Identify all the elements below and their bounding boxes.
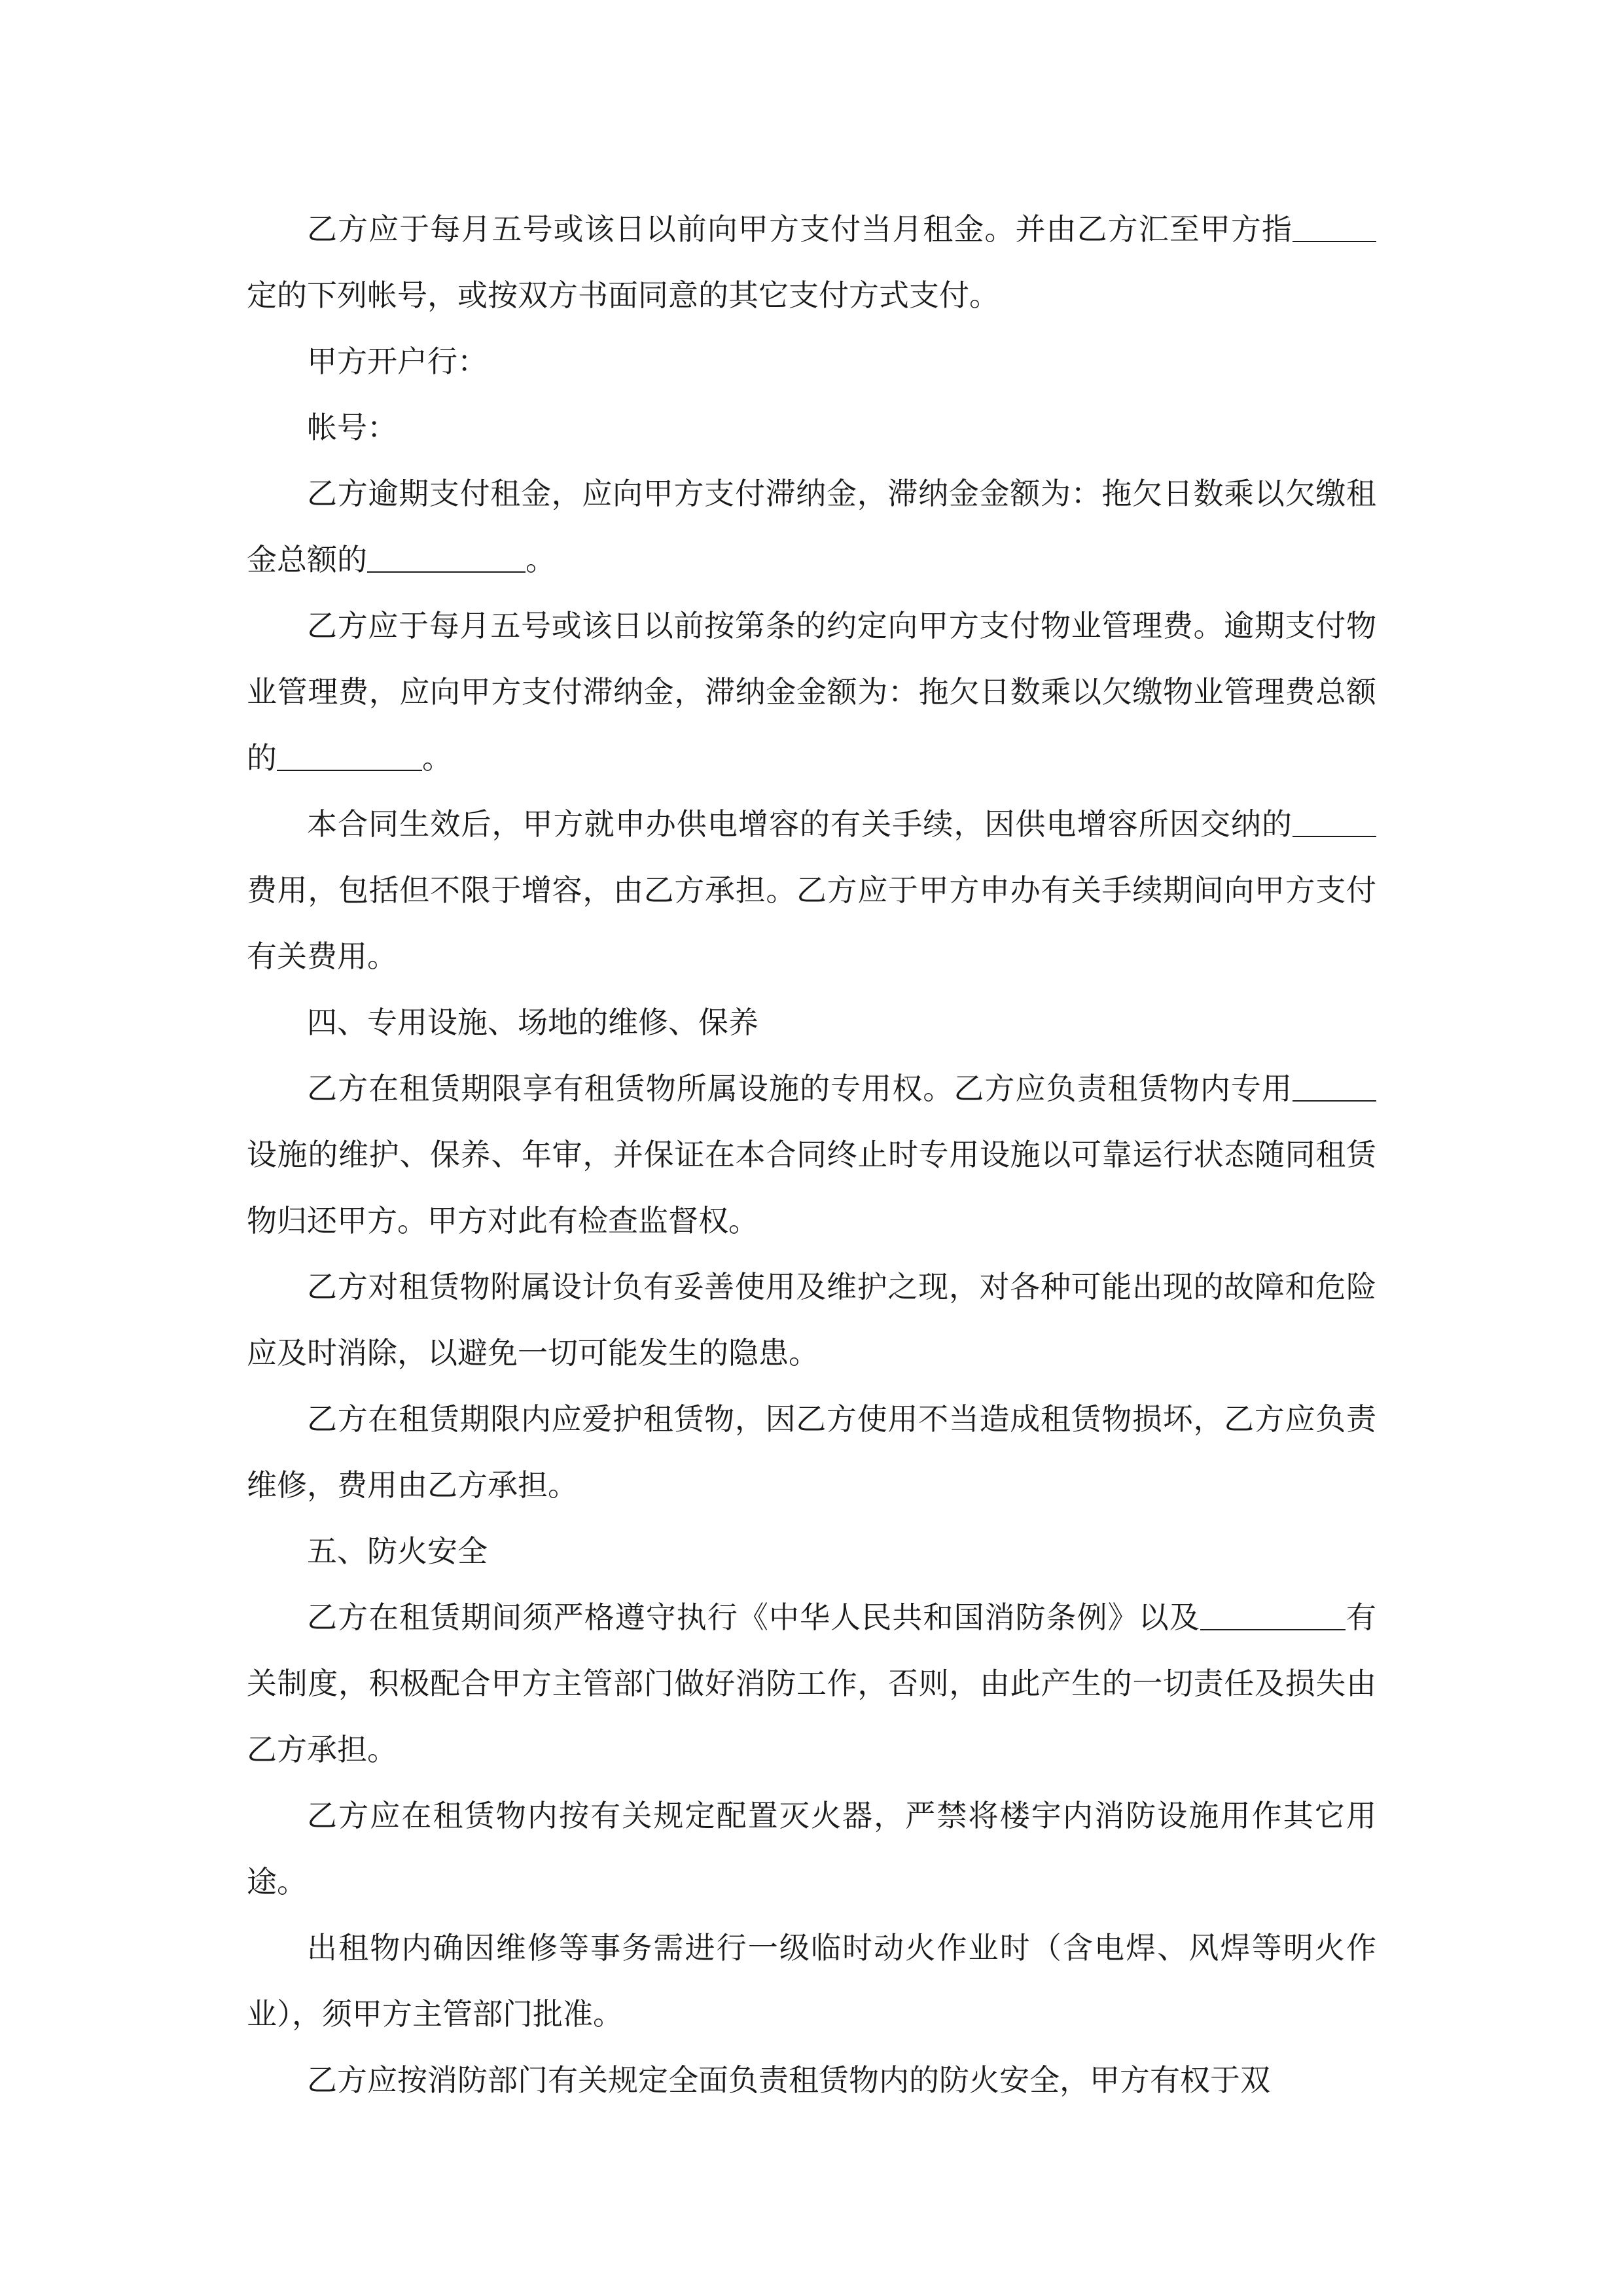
paragraph-9: 乙方对租赁物附属设计负有妥善使用及维护之现，对各种可能出现的故障和危险应及时消除，以避免一切可能发生的隐患。 bbox=[247, 1269, 1376, 1371]
fill-blank bbox=[1293, 1070, 1376, 1102]
paragraph-12: 乙方在租赁期间须严格遵守执行《中华人民共和国消防条例》以及 有关制度，积极配合甲方主管部门做好消防工作，否则，由此产生的一切责任及损失由乙方承担。 bbox=[247, 1600, 1377, 1767]
paragraph-10: 乙方在租赁期限内应爱护租赁物，因乙方使用不当造成租赁物损坏，乙方应负责维修，费用由乙方承担。 bbox=[247, 1401, 1376, 1503]
paragraph-4: 乙方逾期支付租金，应向甲方支付滞纳金，滞纳金金额为：拖欠日数乘以欠缴租金总额的 。 bbox=[247, 476, 1376, 577]
paragraph-5: 乙方应于每月五号或该日以前按第条的约定向甲方支付物业管理费。逾期支付物业管理费，应向甲方支付滞纳金，滞纳金金额为：拖欠日数乘以欠缴物业管理费总额的 。 bbox=[247, 608, 1376, 776]
fill-blank bbox=[277, 740, 422, 771]
paragraph-13: 乙方应在租赁物内按有关规定配置灭火器，严禁将楼宇内消防设施用作其它用途。 bbox=[247, 1798, 1376, 1899]
paragraph-3: 帐号： bbox=[307, 410, 397, 445]
paragraph-1: 乙方应于每月五号或该日以前向甲方支付当月租金。并由乙方汇至甲方指定的下列帐号，或按双方书面同意的其它支付方式支付。 bbox=[247, 196, 1376, 329]
paragraph-15: 乙方应按消防部门有关规定全面负责租赁物内的防火安全，甲方有权于双 bbox=[307, 2062, 1270, 2098]
document-body bbox=[247, 196, 1376, 2113]
paragraph-8: 乙方在租赁期限享有租赁物所属设施的专用权。乙方应负责租赁物内专用设施的维护、保养、年审，并保证在本合同终止时专用设施以可靠运行状态随同租赁物归还甲方。甲方对此有检查监督权。 bbox=[247, 1071, 1376, 1238]
fill-blank bbox=[367, 541, 526, 573]
paragraph-6: 本合同生效后，甲方就申办供电增容的有关手续，因供电增容所因交纳的费用，包括但不限于增容，由乙方承担。乙方应于甲方申办有关手续期间向甲方支付有关费用。 bbox=[247, 806, 1376, 974]
fill-blank bbox=[1293, 211, 1376, 242]
paragraph-14: 出租物内确因维修等事务需进行一级临时动火作业时（含电焊、风焊等明火作业），须甲方主管部门批准。 bbox=[247, 1930, 1376, 2032]
fill-blank bbox=[1293, 806, 1376, 837]
section-heading-5: 五、防火安全 bbox=[307, 1534, 488, 1569]
fill-blank bbox=[1200, 1599, 1346, 1630]
paragraph-2: 甲方开户行： bbox=[307, 344, 488, 379]
section-heading-4: 四、专用设施、场地的维修、保养 bbox=[307, 1005, 758, 1040]
